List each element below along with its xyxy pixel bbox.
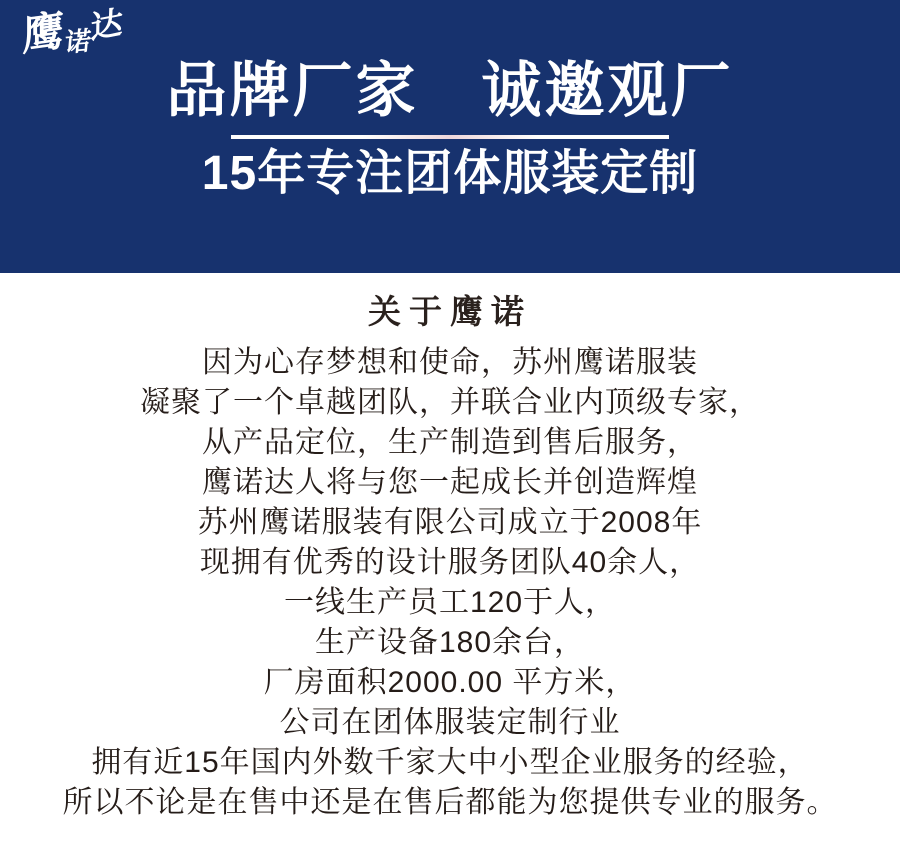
about-heading: 关于鹰诺: [368, 293, 532, 330]
banner-title: 品牌厂家 诚邀观厂: [166, 57, 734, 124]
about-line: 生产设备180余台，: [314, 626, 586, 659]
about-line: 鹰诺达人将与您一起成长并创造辉煌: [202, 466, 698, 499]
banner-subtitle: 15年专注团体服装定制: [201, 147, 699, 200]
brand-logo-char: 诺: [64, 25, 91, 58]
about-line: 厂房面积2000.00 平方米，: [263, 666, 637, 699]
about-line: 所以不论是在售中还是在售后都能为您提供专业的服务。: [62, 786, 838, 819]
about-line: 凝聚了一个卓越团队，并联合业内顶级专家，: [140, 386, 760, 419]
about-line: 因为心存梦想和使命，苏州鹰诺服装: [202, 346, 698, 379]
about-line: 拥有近15年国内外数千家大中小型企业服务的经验，: [91, 746, 809, 779]
about-line: 现拥有优秀的设计服务团队40余人，: [199, 546, 701, 579]
brand-logo-char: 鹰: [22, 6, 63, 60]
banner: [0, 0, 900, 273]
about-paragraph: [0, 343, 900, 823]
brand-logo: [20, 4, 122, 60]
about-section: [0, 273, 900, 823]
about-line: 从产品定位，生产制造到售后服务，: [202, 426, 698, 459]
about-line: 苏州鹰诺服装有限公司成立于2008年: [197, 506, 703, 539]
about-line: 公司在团体服装定制行业: [279, 706, 621, 739]
brand-logo-char: 达: [90, 4, 121, 46]
about-line: 一线生产员工120于人，: [283, 586, 617, 619]
